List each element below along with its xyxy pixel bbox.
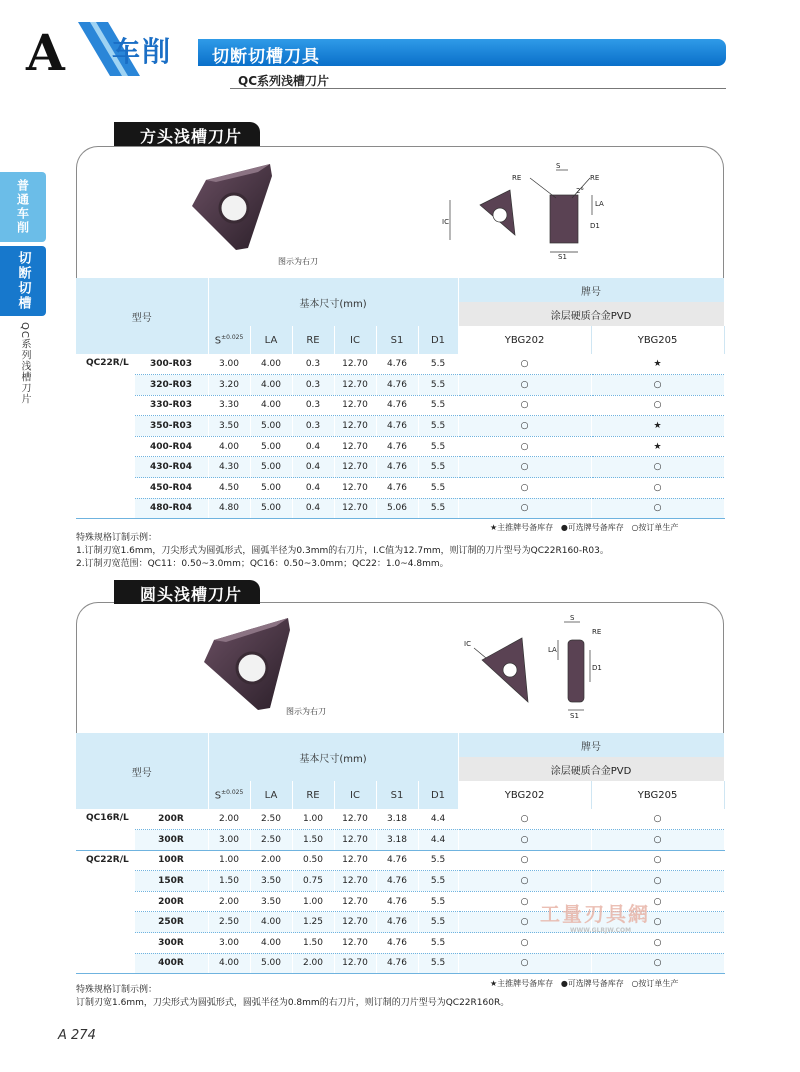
model-cell: QC16R/L [76, 809, 134, 850]
page-number: A 274 [58, 1028, 96, 1043]
table-row [76, 498, 724, 519]
diagram2-label-ic: IC [464, 640, 471, 648]
code-cell: 300R [134, 933, 208, 954]
legend-dot: ●可选牌号备库存 [560, 523, 624, 532]
grade-availability-cell: ○ [458, 436, 591, 457]
section2-dim-header: 基本尺寸(mm) [208, 733, 458, 781]
section2-spec-table [76, 733, 725, 974]
code-cell: 100R [134, 850, 208, 871]
grade-availability-cell: ○ [591, 375, 724, 396]
code-cell: 300R [134, 830, 208, 851]
dimension-cell: 4.4 [418, 809, 458, 830]
legend-dot: ●可选牌号备库存 [560, 979, 624, 988]
section2-frame [76, 602, 724, 736]
grade-availability-cell: ○ [458, 478, 591, 499]
grade-availability-cell: ○ [591, 395, 724, 416]
grade-availability-cell: ○ [591, 830, 724, 851]
section1-caption: 图示为右刀 [278, 257, 318, 266]
dimension-cell: 4.76 [376, 354, 418, 375]
table-row [76, 850, 724, 871]
code-cell: 450-R04 [134, 478, 208, 499]
diagram2-label-d1: D1 [592, 664, 602, 672]
diagram1-label-s: S [556, 162, 561, 170]
dimension-cell: 4.76 [376, 933, 418, 954]
square-insert-image [186, 160, 278, 252]
legend-circle: ○按订单生产 [631, 523, 679, 532]
code-cell: 320-R03 [134, 375, 208, 396]
dimension-cell: 5.00 [250, 416, 292, 437]
section1-brand-header: 牌号 [458, 278, 724, 302]
grade-availability-cell: ○ [458, 953, 591, 974]
diagram1-label-la: LA [595, 200, 604, 208]
section2-col-re: RE [292, 781, 334, 809]
dimension-cell: 12.70 [334, 478, 376, 499]
section1-dim-header: 基本尺寸(mm) [208, 278, 458, 326]
dimension-cell: 4.76 [376, 395, 418, 416]
section2-title: 圆头浅槽刀片 [114, 580, 260, 604]
chapter-letter: A [26, 23, 65, 82]
grade-availability-cell: ○ [458, 457, 591, 478]
dimension-cell: 5.5 [418, 933, 458, 954]
dimension-cell: 4.00 [250, 933, 292, 954]
table-row [76, 457, 724, 478]
dimension-cell: 5.06 [376, 498, 418, 519]
section1-title: 方头浅槽刀片 [114, 122, 260, 146]
dimension-cell: 5.5 [418, 436, 458, 457]
section2-caption: 图示为右刀 [286, 707, 326, 716]
diagram1-label-s1: S1 [558, 253, 567, 260]
grade-availability-cell: ○ [591, 809, 724, 830]
dimension-cell: 4.4 [418, 830, 458, 851]
dimension-cell: 4.76 [376, 457, 418, 478]
table-row [76, 354, 724, 375]
dimension-cell: 3.00 [208, 933, 250, 954]
dimension-cell: 3.30 [208, 395, 250, 416]
dimension-cell: 0.75 [292, 871, 334, 892]
dimension-cell: 12.70 [334, 933, 376, 954]
dimension-cell: 12.70 [334, 912, 376, 933]
diagram1-label-re-right: RE [590, 174, 600, 182]
dimension-cell: 2.00 [208, 891, 250, 912]
diagram1-label-re-left: RE [512, 174, 522, 182]
dimension-cell: 5.5 [418, 354, 458, 375]
dimension-cell: 1.50 [292, 933, 334, 954]
dimension-cell: 4.50 [208, 478, 250, 499]
grade-availability-cell: ○ [458, 498, 591, 519]
section1-note-1: 1.订制刃宽1.6mm，刀尖形式为圆弧形式，圆弧半径为0.3mm的右刀片，I.C值为12.7mm，则订制的刀片型号为QC22R160-R03。 [76, 546, 609, 556]
section1-spec-table [76, 278, 725, 519]
dimension-cell: 3.18 [376, 830, 418, 851]
section2-model-header: 型号 [76, 733, 208, 809]
section1-coat-header: 涂层硬质合金PVD [458, 302, 724, 326]
diagram2-label-la: LA [548, 646, 557, 654]
diagram1-label-angle: 2° [576, 187, 584, 195]
code-cell: 300-R03 [134, 354, 208, 375]
dimension-cell: 4.00 [208, 436, 250, 457]
header-banner-title: 切断切槽刀具 [212, 47, 320, 67]
section1-col-re: RE [292, 326, 334, 354]
section1-model-header: 型号 [76, 278, 208, 354]
dimension-cell: 12.70 [334, 457, 376, 478]
dimension-cell: 4.00 [208, 953, 250, 974]
dimension-cell: 5.5 [418, 478, 458, 499]
side-subtitle: QC系列浅槽刀片 [19, 322, 30, 405]
dimension-cell: 5.5 [418, 891, 458, 912]
table-row [76, 436, 724, 457]
code-cell: 330-R03 [134, 395, 208, 416]
dimension-cell: 2.50 [250, 830, 292, 851]
dimension-cell: 1.00 [292, 809, 334, 830]
dimension-cell: 3.50 [250, 891, 292, 912]
section2-col-ybg205: YBG205 [591, 781, 724, 809]
dimension-cell: 4.76 [376, 953, 418, 974]
grade-availability-cell: ○ [458, 809, 591, 830]
dimension-cell: 5.5 [418, 953, 458, 974]
dimension-cell: 4.76 [376, 850, 418, 871]
grade-availability-cell: ○ [591, 891, 724, 912]
chapter-category: 车削 [112, 35, 173, 68]
section1-col-ybg202: YBG202 [458, 326, 591, 354]
dimension-cell: 5.5 [418, 457, 458, 478]
dimension-cell: 4.00 [250, 354, 292, 375]
dimension-cell: 5.00 [250, 478, 292, 499]
table-row [76, 375, 724, 396]
side-tab-general-turning[interactable]: 普通车削 [0, 172, 46, 242]
dimension-cell: 5.5 [418, 912, 458, 933]
dimension-cell: 3.20 [208, 375, 250, 396]
side-tab-parting-grooving[interactable]: 切断切槽 [0, 246, 46, 316]
dimension-cell: 4.30 [208, 457, 250, 478]
dimension-cell: 2.50 [208, 912, 250, 933]
dimension-cell: 2.50 [250, 809, 292, 830]
grade-availability-cell: ○ [591, 457, 724, 478]
legend-star: ★主推牌号备库存 [490, 523, 554, 532]
section2-note-1: 订制刃宽1.6mm，刀尖形式为圆弧形式，圆弧半径为0.8mm的右刀片，则订制的刀片型号为QC22R160R。 [76, 998, 510, 1008]
legend-star: ★主推牌号备库存 [490, 979, 554, 988]
diagram1-label-ic: IC [442, 218, 449, 226]
section1-note-title: 特殊规格订制示例： [76, 533, 158, 543]
dimension-cell: 1.00 [292, 891, 334, 912]
dimension-cell: 5.00 [250, 953, 292, 974]
dimension-cell: 5.00 [250, 457, 292, 478]
dimension-cell: 4.76 [376, 891, 418, 912]
dimension-cell: 3.18 [376, 809, 418, 830]
dimension-cell: 4.76 [376, 416, 418, 437]
dimension-cell: 1.25 [292, 912, 334, 933]
dimension-cell: 3.50 [250, 871, 292, 892]
code-cell: 150R [134, 871, 208, 892]
code-cell: 200R [134, 891, 208, 912]
grade-availability-cell: ○ [458, 871, 591, 892]
dimension-cell: 0.3 [292, 416, 334, 437]
grade-availability-cell: ○ [591, 850, 724, 871]
dimension-cell: 0.4 [292, 457, 334, 478]
dimension-cell: 0.4 [292, 478, 334, 499]
dimension-cell: 2.00 [208, 809, 250, 830]
table-row [76, 871, 724, 892]
dimension-cell: 4.00 [250, 375, 292, 396]
dimension-cell: 4.00 [250, 395, 292, 416]
section2-col-ic: IC [334, 781, 376, 809]
dimension-cell: 12.70 [334, 830, 376, 851]
dimension-cell: 5.5 [418, 871, 458, 892]
dimension-cell: 12.70 [334, 953, 376, 974]
dimension-cell: 2.00 [250, 850, 292, 871]
table-row [76, 809, 724, 830]
grade-availability-cell: ★ [591, 416, 724, 437]
diagram2-label-s: S [570, 614, 575, 622]
grade-availability-cell: ○ [458, 416, 591, 437]
dimension-cell: 4.76 [376, 871, 418, 892]
dimension-cell: 5.5 [418, 375, 458, 396]
grade-availability-cell: ○ [458, 830, 591, 851]
dimension-cell: 12.70 [334, 809, 376, 830]
watermark [540, 898, 650, 934]
grade-availability-cell: ○ [591, 871, 724, 892]
dimension-cell: 1.50 [208, 871, 250, 892]
section2-col-la: LA [250, 781, 292, 809]
dimension-cell: 1.00 [208, 850, 250, 871]
section2-note-title: 特殊规格订制示例： [76, 985, 158, 995]
dimension-cell: 0.4 [292, 498, 334, 519]
section2-col-d1: D1 [418, 781, 458, 809]
section1-col-s1: S1 [376, 326, 418, 354]
dimension-cell: 3.50 [208, 416, 250, 437]
section1-col-ybg205: YBG205 [591, 326, 724, 354]
dimension-cell: 12.70 [334, 416, 376, 437]
watermark-text: 工量刃具網 [540, 902, 650, 926]
section2-col-ybg202: YBG202 [458, 781, 591, 809]
section2-coat-header: 涂层硬质合金PVD [458, 757, 724, 781]
round-insert-image [200, 612, 296, 712]
table-row [76, 395, 724, 416]
grade-availability-cell: ○ [458, 395, 591, 416]
section2-col-s1: S1 [376, 781, 418, 809]
section2-notes [76, 984, 776, 1010]
dimension-cell: 4.76 [376, 375, 418, 396]
dimension-cell: 12.70 [334, 354, 376, 375]
grade-availability-cell: ○ [591, 478, 724, 499]
dimension-cell: 0.3 [292, 395, 334, 416]
grade-availability-cell: ○ [591, 933, 724, 954]
diagram2-label-s1: S1 [570, 712, 579, 720]
dimension-cell: 2.00 [292, 953, 334, 974]
dimension-cell: 4.76 [376, 912, 418, 933]
code-cell: 200R [134, 809, 208, 830]
dimension-cell: 12.70 [334, 850, 376, 871]
section1-dimension-diagram [440, 160, 620, 260]
grade-availability-cell: ○ [591, 912, 724, 933]
section2-brand-header: 牌号 [458, 733, 724, 757]
grade-availability-cell: ★ [591, 436, 724, 457]
model-cell: QC22R/L [76, 850, 134, 974]
dimension-cell: 0.3 [292, 375, 334, 396]
grade-availability-cell: ○ [458, 891, 591, 912]
dimension-cell: 12.70 [334, 375, 376, 396]
model-cell: QC22R/L [76, 354, 134, 519]
table-row [76, 478, 724, 499]
grade-availability-cell: ○ [591, 953, 724, 974]
section2-dimension-diagram [460, 610, 620, 720]
dimension-cell: 5.00 [250, 498, 292, 519]
dimension-cell: 12.70 [334, 871, 376, 892]
section1-note-2: 2.订制刃宽范围：QC11：0.50~3.0mm；QC16：0.50~3.0mm；QC22：1.0~4.8mm。 [76, 559, 449, 569]
dimension-cell: 4.00 [250, 912, 292, 933]
code-cell: 430-R04 [134, 457, 208, 478]
grade-availability-cell: ○ [458, 850, 591, 871]
code-cell: 250R [134, 912, 208, 933]
header-divider [230, 88, 726, 89]
section2-col-s: $S^{\pm 0.025}$ [208, 781, 250, 809]
section1-col-la: LA [250, 326, 292, 354]
grade-availability-cell: ○ [458, 933, 591, 954]
table-row [76, 416, 724, 437]
dimension-cell: 12.70 [334, 498, 376, 519]
diagram1-label-d1: D1 [590, 222, 600, 230]
dimension-cell: 5.5 [418, 498, 458, 519]
code-cell: 400-R04 [134, 436, 208, 457]
dimension-cell: 1.50 [292, 830, 334, 851]
dimension-cell: 5.00 [250, 436, 292, 457]
section1-col-s: $S^{\pm 0.025}$ [208, 326, 250, 354]
header-subtitle: QC系列浅槽刀片 [238, 74, 330, 88]
dimension-cell: 12.70 [334, 395, 376, 416]
grade-availability-cell: ○ [458, 375, 591, 396]
dimension-cell: 12.70 [334, 436, 376, 457]
code-cell: 350-R03 [134, 416, 208, 437]
dimension-cell: 4.76 [376, 478, 418, 499]
dimension-cell: 3.00 [208, 354, 250, 375]
dimension-cell: 12.70 [334, 891, 376, 912]
table-row [76, 830, 724, 851]
section1-notes [76, 532, 776, 571]
dimension-cell: 5.5 [418, 416, 458, 437]
dimension-cell: 0.50 [292, 850, 334, 871]
dimension-cell: 5.5 [418, 850, 458, 871]
table-row [76, 933, 724, 954]
dimension-cell: 4.80 [208, 498, 250, 519]
table-row [76, 953, 724, 974]
grade-availability-cell: ★ [591, 354, 724, 375]
section1-col-ic: IC [334, 326, 376, 354]
grade-availability-cell: ○ [591, 498, 724, 519]
dimension-cell: 0.3 [292, 354, 334, 375]
legend-circle: ○按订单生产 [631, 979, 679, 988]
code-cell: 400R [134, 953, 208, 974]
watermark-url: WWW.GLRJW.COM [570, 927, 632, 934]
section1-frame [76, 146, 724, 282]
dimension-cell: 3.00 [208, 830, 250, 851]
code-cell: 480-R04 [134, 498, 208, 519]
grade-availability-cell: ○ [458, 354, 591, 375]
grade-availability-cell: ○ [458, 912, 591, 933]
diagram2-label-re: RE [592, 628, 602, 636]
dimension-cell: 0.4 [292, 436, 334, 457]
dimension-cell: 4.76 [376, 436, 418, 457]
dimension-cell: 5.5 [418, 395, 458, 416]
section1-col-d1: D1 [418, 326, 458, 354]
